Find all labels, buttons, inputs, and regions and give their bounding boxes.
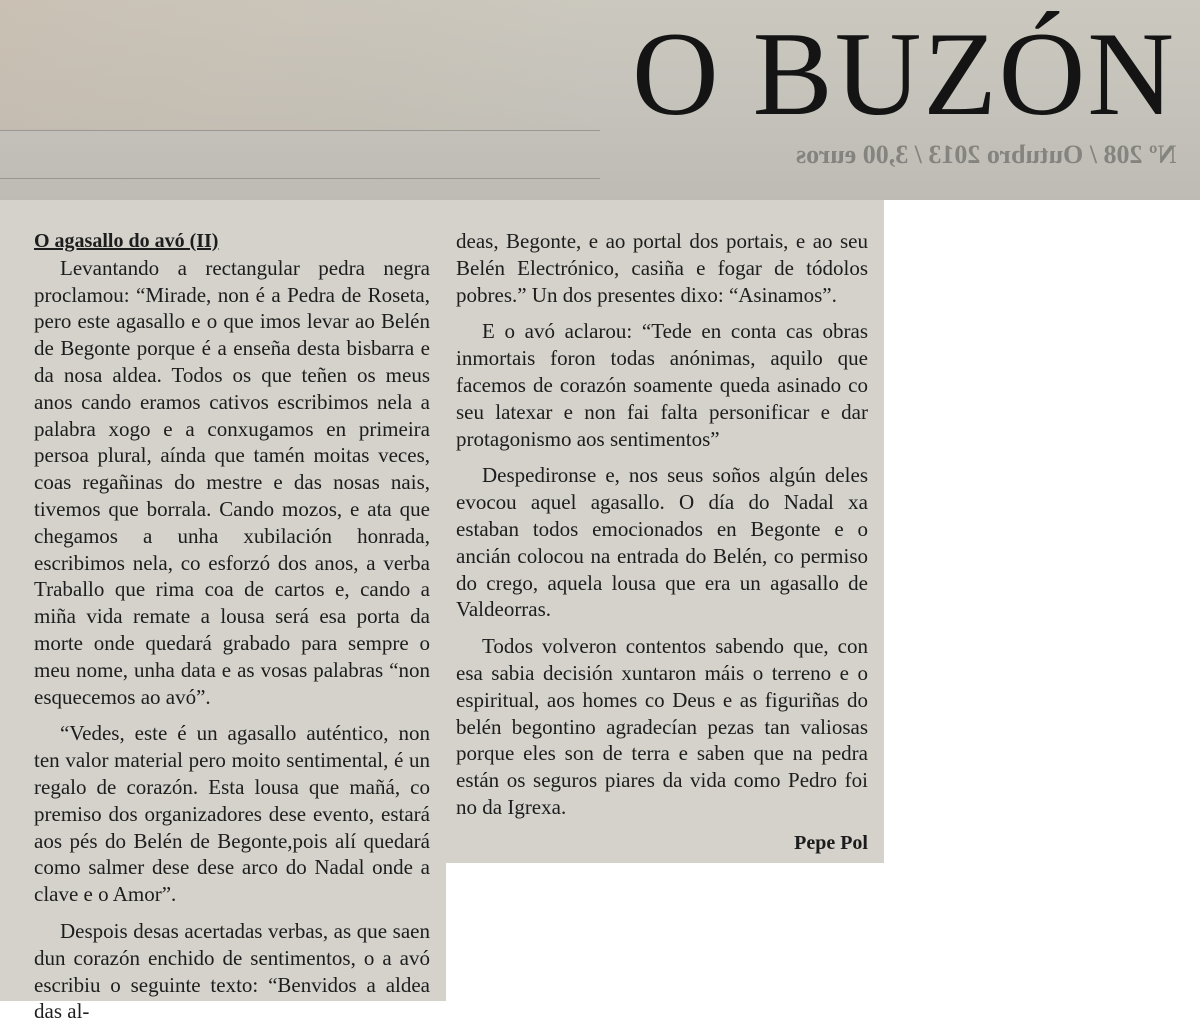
article-column-right xyxy=(446,200,884,863)
paragraph: Despois desas acertadas verbas, as que saen dun corazón enchido de sentimentos, o a avó escribiu o seguinte texto: “Benvidos a aldea das al- xyxy=(34,918,430,1024)
article-column-left xyxy=(0,200,446,1024)
masthead-faded-background xyxy=(0,0,600,130)
issue-line: Nº 208 / Outubro 2013 / 3,00 euros xyxy=(795,140,1176,169)
paragraph: Levantando a rectangular pedra negra proclamou: “Mirade, non é a Pedra de Roseta, pero este agasallo e o que imos levar ao Belén de Begonte porque é a enseña desta bisbarra e da nosa aldea. Todos os que teñen os meus anos cando eramos cativos escribimos nela a palabra xogo e a conxugamos en primeira persoa plural, aínda que tamén moitas veces, coas regañinas do mestre e das nosas nais, tivemos que borrala. Cando mozos, e ata que chegamos a unha xubilación honrada, escribimos nela, co esforzó dos anos, a verba Traballo que rima coa de cartos e, cando a miña vida remate a lousa será esa porta da morte onde quedará grabado para sempre o meu nome, unha data e as vosas palabras “non esquecemos ao avó”. xyxy=(34,255,430,709)
masthead-divider xyxy=(0,178,600,179)
blank-area xyxy=(884,200,1200,1001)
blank-area xyxy=(446,863,884,1001)
author-signature: Pepe Pol xyxy=(794,832,868,854)
paragraph: “Vedes, este é un agasallo auténtico, non ten valor material pero moito sentimental, é un regalo de corazón. Esta lousa que mañá, co premiso dos organizadores dese evento, estará aos pés do Belén de Begonte,pois alí quedará como salmer dese dese arco do Nadal onde a clave e o Amor”. xyxy=(34,721,430,907)
article-title: O agasallo do avó (II) xyxy=(34,230,219,252)
paragraph: Todos volveron contentos sabendo que, con esa sabia decisión xuntaron máis o terreno e o espiritual, aos homes co Deus e as figuriñas do belén begontino agradecían pezas tan valiosas porque eles son de terra e saben que na pedra están os seguros piares da vida como Pedro foi no da Igrexa. xyxy=(456,634,868,819)
paragraph: E o avó aclarou: “Tede en conta cas obras inmortais foron todas anónimas, aquilo que facemos de corazón soamente queda asinado co seu latexar e non fai falta personificar e dar protagonismo aos sentimentos” xyxy=(456,319,868,451)
article-text-right xyxy=(456,228,868,831)
paragraph: Despedironse e, nos seus soños algún deles evocou aquel agasallo. O día do Nadal xa estaban todos emocionados en Begonte e o ancián colocou na entrada do Belén, co permiso do crego, aquela lousa que era un agasallo de Valdeorras. xyxy=(456,463,868,622)
masthead-title: O BUZÓN xyxy=(632,7,1176,140)
paragraph: deas, Begonte, e ao portal dos portais, e ao seu Belén Electrónico, casiña e fogar de tódolos pobres.” Un dos presentes dixo: “Asinamos”. xyxy=(456,229,868,307)
masthead-divider xyxy=(0,130,600,131)
article-text-left xyxy=(34,228,430,1035)
masthead xyxy=(0,0,1200,200)
